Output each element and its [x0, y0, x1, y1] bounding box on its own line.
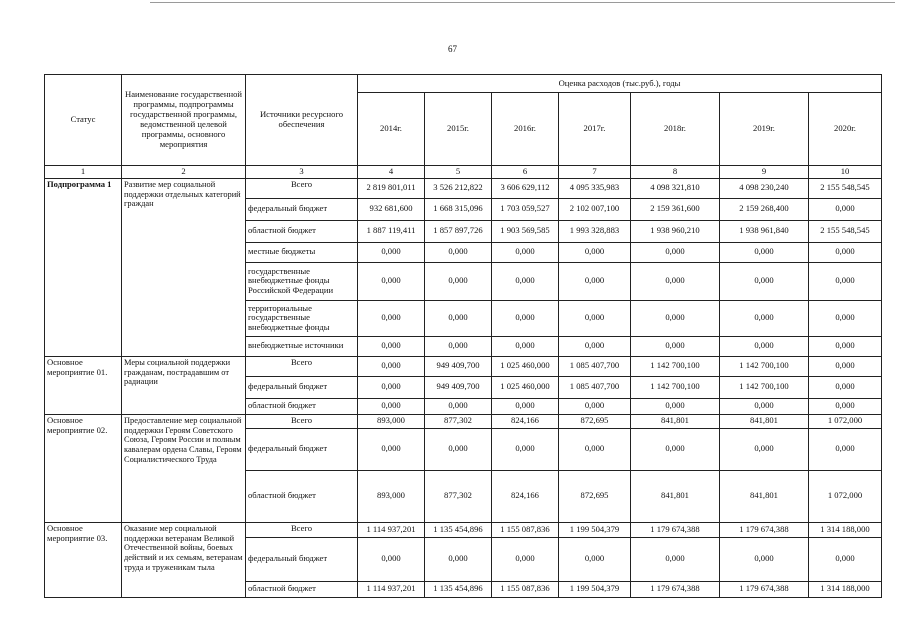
- value-cell: 0,000: [559, 242, 631, 262]
- value-cell: 0,000: [559, 300, 631, 336]
- value-cell: 0,000: [492, 242, 559, 262]
- value-cell: 1 114 937,201: [358, 581, 425, 597]
- value-cell: 872,695: [559, 414, 631, 428]
- source-cell: федеральный бюджет: [246, 537, 358, 581]
- value-cell: 2 159 268,400: [720, 198, 809, 220]
- value-cell: 0,000: [720, 300, 809, 336]
- scan-edge-line: [150, 2, 895, 3]
- value-cell: 0,000: [720, 262, 809, 300]
- value-cell: 0,000: [559, 336, 631, 356]
- status-cell: Основное мероприятие 03.: [45, 522, 122, 597]
- source-cell: государственные внебюджетные фонды Российской Федерации: [246, 262, 358, 300]
- value-cell: 1 903 569,585: [492, 220, 559, 242]
- value-cell: 0,000: [809, 356, 882, 376]
- value-cell: 0,000: [358, 262, 425, 300]
- column-number: 6: [492, 166, 559, 179]
- source-cell: областной бюджет: [246, 581, 358, 597]
- value-cell: 877,302: [425, 414, 492, 428]
- value-cell: 0,000: [631, 242, 720, 262]
- value-cell: 0,000: [631, 537, 720, 581]
- value-cell: 841,801: [720, 470, 809, 522]
- budget-table: [44, 74, 882, 598]
- value-cell: 0,000: [809, 428, 882, 470]
- value-cell: 877,302: [425, 470, 492, 522]
- value-cell: 1 025 460,000: [492, 376, 559, 398]
- status-cell: Подпрограмма 1: [45, 178, 122, 356]
- value-cell: 1 993 328,883: [559, 220, 631, 242]
- table-row: [45, 356, 882, 376]
- value-cell: 824,166: [492, 470, 559, 522]
- value-cell: 1 142 700,100: [720, 376, 809, 398]
- value-cell: 2 102 007,100: [559, 198, 631, 220]
- value-cell: 0,000: [720, 537, 809, 581]
- page-number: 67: [448, 44, 457, 54]
- column-number: 9: [720, 166, 809, 179]
- value-cell: 1 179 674,388: [631, 581, 720, 597]
- value-cell: 932 681,600: [358, 198, 425, 220]
- source-cell: местные бюджеты: [246, 242, 358, 262]
- value-cell: 0,000: [809, 262, 882, 300]
- source-cell: Всего: [246, 414, 358, 428]
- program-name-cell: Меры социальной поддержки гражданам, пострадавшим от радиации: [122, 356, 246, 414]
- column-number: 5: [425, 166, 492, 179]
- column-number: 7: [559, 166, 631, 179]
- value-cell: 0,000: [631, 398, 720, 414]
- value-cell: 1 155 087,836: [492, 581, 559, 597]
- value-cell: 0,000: [809, 336, 882, 356]
- value-cell: 1 179 674,388: [720, 522, 809, 537]
- header-year: 2019г.: [720, 93, 809, 166]
- column-number: 2: [122, 166, 246, 179]
- value-cell: 0,000: [358, 300, 425, 336]
- value-cell: 1 142 700,100: [631, 376, 720, 398]
- column-number: 8: [631, 166, 720, 179]
- value-cell: 949 409,700: [425, 356, 492, 376]
- value-cell: 0,000: [492, 428, 559, 470]
- header-year: 2020г.: [809, 93, 882, 166]
- value-cell: 893,000: [358, 470, 425, 522]
- value-cell: 0,000: [358, 376, 425, 398]
- value-cell: 1 314 188,000: [809, 581, 882, 597]
- value-cell: 4 098 321,810: [631, 178, 720, 198]
- value-cell: 1 179 674,388: [720, 581, 809, 597]
- value-cell: 0,000: [559, 428, 631, 470]
- value-cell: 1 199 504,379: [559, 522, 631, 537]
- value-cell: 0,000: [720, 398, 809, 414]
- value-cell: 3 526 212,822: [425, 178, 492, 198]
- value-cell: 841,801: [631, 414, 720, 428]
- program-name-cell: Оказание мер социальной поддержки ветеранам Великой Отечественной войны, боевых действий и их семьям, ветеранам труда и труженикам тыла: [122, 522, 246, 597]
- value-cell: 1 072,000: [809, 470, 882, 522]
- header-estimate: Оценка расходов (тыс.руб.), годы: [358, 75, 882, 93]
- value-cell: 0,000: [809, 376, 882, 398]
- header-year: 2014г.: [358, 93, 425, 166]
- value-cell: 0,000: [492, 262, 559, 300]
- status-cell: Основное мероприятие 01.: [45, 356, 122, 414]
- header-sources: Источники ресурсного обеспечения: [246, 75, 358, 166]
- column-number: 1: [45, 166, 122, 179]
- value-cell: 0,000: [358, 242, 425, 262]
- value-cell: 0,000: [809, 398, 882, 414]
- value-cell: 0,000: [720, 336, 809, 356]
- value-cell: 0,000: [809, 300, 882, 336]
- value-cell: 3 606 629,112: [492, 178, 559, 198]
- value-cell: 1 887 119,411: [358, 220, 425, 242]
- value-cell: 0,000: [425, 428, 492, 470]
- value-cell: 0,000: [559, 262, 631, 300]
- value-cell: 0,000: [720, 242, 809, 262]
- value-cell: 1 155 087,836: [492, 522, 559, 537]
- header-name: Наименование государственной программы, подпрограммы государственной программы, ведомственной целевой программы, основного мероприятия: [122, 75, 246, 166]
- source-cell: Всего: [246, 522, 358, 537]
- column-number: 4: [358, 166, 425, 179]
- value-cell: 1 142 700,100: [720, 356, 809, 376]
- value-cell: 2 159 361,600: [631, 198, 720, 220]
- value-cell: 1 085 407,700: [559, 376, 631, 398]
- value-cell: 1 135 454,896: [425, 522, 492, 537]
- source-cell: федеральный бюджет: [246, 198, 358, 220]
- value-cell: 0,000: [492, 336, 559, 356]
- value-cell: 4 095 335,983: [559, 178, 631, 198]
- value-cell: 0,000: [358, 336, 425, 356]
- value-cell: 0,000: [809, 242, 882, 262]
- status-cell: Основное мероприятие 02.: [45, 414, 122, 522]
- source-cell: областной бюджет: [246, 470, 358, 522]
- header-year: 2016г.: [492, 93, 559, 166]
- value-cell: 1 085 407,700: [559, 356, 631, 376]
- source-cell: Всего: [246, 178, 358, 198]
- value-cell: 1 938 960,210: [631, 220, 720, 242]
- header-year: 2018г.: [631, 93, 720, 166]
- source-cell: федеральный бюджет: [246, 428, 358, 470]
- program-name-cell: Предоставление мер социальной поддержки Героям Советского Союза, Героям России и полным кавалерам ордена Славы, Героям Социалистического Труда: [122, 414, 246, 522]
- value-cell: 1 142 700,100: [631, 356, 720, 376]
- value-cell: 0,000: [358, 356, 425, 376]
- value-cell: 0,000: [631, 300, 720, 336]
- value-cell: 0,000: [559, 398, 631, 414]
- value-cell: 1 114 937,201: [358, 522, 425, 537]
- source-cell: внебюджетные источники: [246, 336, 358, 356]
- value-cell: 0,000: [631, 262, 720, 300]
- source-cell: областной бюджет: [246, 220, 358, 242]
- value-cell: 1 938 961,840: [720, 220, 809, 242]
- source-cell: территориальные государственные внебюджетные фонды: [246, 300, 358, 336]
- value-cell: 0,000: [559, 537, 631, 581]
- value-cell: 0,000: [492, 300, 559, 336]
- value-cell: 0,000: [358, 428, 425, 470]
- value-cell: 0,000: [358, 537, 425, 581]
- value-cell: 1 135 454,896: [425, 581, 492, 597]
- table-row: [45, 414, 882, 428]
- column-number: 10: [809, 166, 882, 179]
- column-number: 3: [246, 166, 358, 179]
- value-cell: 841,801: [631, 470, 720, 522]
- header-year: 2015г.: [425, 93, 492, 166]
- value-cell: 0,000: [425, 262, 492, 300]
- value-cell: 1 857 897,726: [425, 220, 492, 242]
- value-cell: 0,000: [720, 428, 809, 470]
- value-cell: 0,000: [492, 537, 559, 581]
- value-cell: 949 409,700: [425, 376, 492, 398]
- value-cell: 0,000: [425, 537, 492, 581]
- value-cell: 1 703 059,527: [492, 198, 559, 220]
- value-cell: 0,000: [425, 242, 492, 262]
- value-cell: 824,166: [492, 414, 559, 428]
- value-cell: 2 155 548,545: [809, 220, 882, 242]
- value-cell: 0,000: [492, 398, 559, 414]
- value-cell: 0,000: [425, 336, 492, 356]
- value-cell: 0,000: [358, 398, 425, 414]
- value-cell: 4 098 230,240: [720, 178, 809, 198]
- value-cell: 0,000: [631, 336, 720, 356]
- table-row: [45, 522, 882, 537]
- value-cell: 0,000: [631, 428, 720, 470]
- value-cell: 0,000: [809, 198, 882, 220]
- value-cell: 1 314 188,000: [809, 522, 882, 537]
- header-status: Статус: [45, 75, 122, 166]
- value-cell: 1 179 674,388: [631, 522, 720, 537]
- value-cell: 0,000: [425, 300, 492, 336]
- program-name-cell: Развитие мер социальной поддержки отдельных категорий граждан: [122, 178, 246, 356]
- value-cell: 1 199 504,379: [559, 581, 631, 597]
- value-cell: 872,695: [559, 470, 631, 522]
- source-cell: областной бюджет: [246, 398, 358, 414]
- header-year: 2017г.: [559, 93, 631, 166]
- value-cell: 2 819 801,011: [358, 178, 425, 198]
- source-cell: Всего: [246, 356, 358, 376]
- source-cell: федеральный бюджет: [246, 376, 358, 398]
- value-cell: 1 025 460,000: [492, 356, 559, 376]
- table-row: [45, 178, 882, 198]
- value-cell: 1 668 315,096: [425, 198, 492, 220]
- value-cell: 893,000: [358, 414, 425, 428]
- value-cell: 0,000: [809, 537, 882, 581]
- value-cell: 0,000: [425, 398, 492, 414]
- value-cell: 841,801: [720, 414, 809, 428]
- value-cell: 2 155 548,545: [809, 178, 882, 198]
- value-cell: 1 072,000: [809, 414, 882, 428]
